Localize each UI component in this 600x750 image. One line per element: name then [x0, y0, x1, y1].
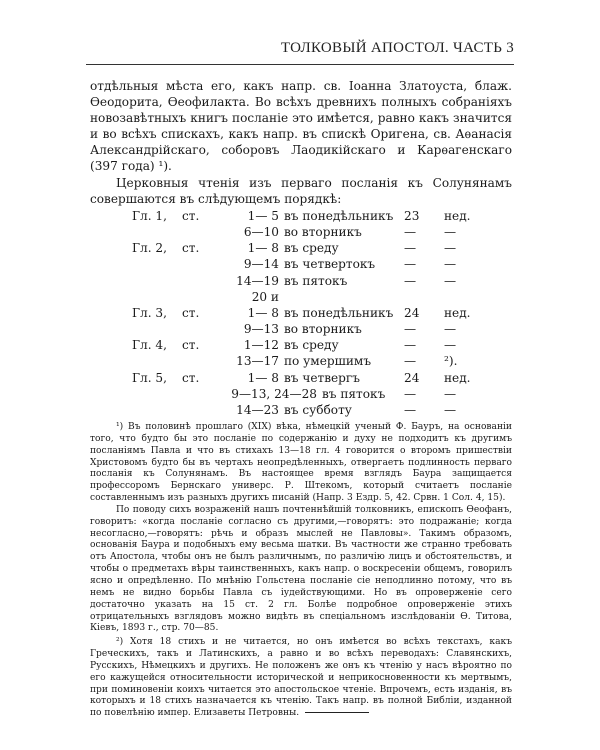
- day-cell: во вторникъ: [284, 322, 362, 337]
- st-cell: ст.: [182, 208, 200, 223]
- main-text: [90, 78, 512, 418]
- st-cell: ст.: [182, 338, 200, 353]
- verses-cell: 6—10: [243, 224, 279, 239]
- week-cell: 24: [404, 370, 420, 385]
- week-cell: —: [404, 322, 417, 337]
- day-cell: [284, 289, 404, 305]
- verses-cell: 1— 8: [247, 370, 279, 385]
- paragraph-1: отдѣльныя мѣста его, какъ напр. св. Іоанна Златоуста, блаж. Ѳеодорита, Ѳеофилакта. Во всѣхъ древнихъ полныхъ собраніяхъ новозавѣтныхъ книгъ посланіе это имѣется, равно какъ значится и во всѣхъ спискахъ, какъ напр. въ спискѣ Оригена, св. Аѳанасія Александрійскаго, соборовъ Лаодикійскаго и Карѳагенскаго (397 года) ¹).: [90, 79, 512, 174]
- footnote-1: ¹) Въ половинѣ прошлаго (XIX) вѣка, нѣмецкій ученый Ф. Бауръ, на основаніи того, что будто бы это посланіе по содержанію и духу не подходитъ къ другимъ посланіямъ Павла и что въ стихахъ 13—18 гл. 4 говорится о второмъ пришествіи Христовомъ будто бы въ чертахъ неопредѣленныхъ, отвергаетъ подлинность перваго посланія къ Солунянамъ. Въ настоящее время взглядъ Баура защищается профессоромъ Бернскаго универс. Р. Штекомъ, который считаетъ посланіе составленнымъ изъ разныхъ другихъ писаній (Напр. 3 Ездр. 5, 42. Срвн. 1 Сол. 4, 15).: [90, 422, 512, 504]
- chapter-cell: Гл. 1,: [132, 208, 167, 223]
- verses-cell: 20 и: [251, 289, 279, 304]
- verses-cell: 1—12: [243, 338, 279, 353]
- chapter-cell: [90, 402, 182, 418]
- readings-table: [90, 208, 512, 418]
- st-cell: [182, 256, 217, 272]
- chapter-cell: [90, 386, 182, 402]
- st-cell: [182, 289, 217, 305]
- st-cell: [182, 353, 217, 369]
- st-cell: [182, 402, 217, 418]
- reading-row: [90, 256, 512, 272]
- week-cell: —: [404, 338, 417, 353]
- ned-cell: —: [444, 241, 457, 256]
- week-cell: 24: [404, 305, 420, 320]
- reading-row: [90, 370, 512, 386]
- st-cell: [182, 321, 217, 337]
- chapter-cell: Гл. 3,: [132, 305, 167, 320]
- st-cell: ст.: [182, 305, 200, 320]
- ned-cell: —: [444, 257, 457, 272]
- chapter-cell: [90, 256, 182, 272]
- footnotes: [90, 422, 512, 720]
- day-cell: во вторникъ: [284, 224, 362, 239]
- verses-cell: 1— 5: [247, 208, 279, 223]
- chapter-cell: [90, 289, 182, 305]
- verses-cell: 1— 8: [247, 241, 279, 256]
- ned-cell: —: [444, 322, 457, 337]
- verses-cell: 13—17: [236, 354, 279, 369]
- ned-cell: [444, 289, 484, 305]
- st-cell: [182, 273, 217, 289]
- verses-cell: 9—14: [243, 257, 279, 272]
- footnote-2-text: ²) Хотя 18 стихъ и не читается, но онъ имѣется во всѣхъ текстахъ, какъ Греческихъ, такъ и Латинскихъ, а равно и во всѣхъ переводахъ: Славянскихъ, Русскихъ, Нѣмецкихъ и другихъ. Не положенъ же онъ къ чтенію у насъ вѣроятно по его кажущейся относительности исторической и неприкосновенности къ мертвымъ, при поминовеніи коихъ читается это апостольское чтеніе. Впрочемъ, есть изданія, въ которыхъ и 18 стихъ назначается къ чтенію. Такъ напр. въ полной Библіи, изданной по повелѣнію импер. Елизаветы Петровны.: [90, 637, 512, 719]
- day-cell: въ четвергъ: [284, 370, 360, 385]
- reading-row: [90, 224, 512, 240]
- day-cell: въ четвертокъ: [284, 257, 376, 272]
- chapter-cell: [90, 321, 182, 337]
- chapter-cell: [90, 224, 182, 240]
- verses-cell: 14—19: [236, 273, 279, 288]
- reading-row: [90, 321, 512, 337]
- week-cell: —: [404, 403, 417, 417]
- verses-cell: 9—13, 24—28: [231, 386, 317, 401]
- reading-row: [90, 273, 512, 289]
- week-cell: —: [404, 257, 417, 272]
- running-header: ТОЛКОВЫЙ АПОСТОЛ. ЧАСТЬ 3: [280, 40, 514, 56]
- verses-cell: 14—23: [236, 403, 279, 417]
- day-cell: въ понедѣльникъ: [284, 208, 394, 223]
- st-cell: ст.: [182, 370, 200, 385]
- st-cell: ст.: [182, 241, 200, 256]
- end-rule: [305, 712, 369, 713]
- reading-row: [90, 240, 512, 256]
- chapter-cell: Гл. 5,: [132, 370, 167, 385]
- reading-row: [90, 289, 512, 305]
- chapter-cell: [90, 353, 182, 369]
- ned-cell: ²).: [444, 354, 458, 369]
- week-cell: —: [404, 273, 417, 288]
- ned-cell: —: [444, 338, 457, 353]
- week-cell: [404, 289, 444, 305]
- ned-cell: —: [444, 273, 457, 288]
- week-cell: 23: [404, 208, 420, 223]
- st-cell: [182, 386, 217, 402]
- week-cell: —: [404, 241, 417, 256]
- ned-cell: —: [444, 403, 457, 417]
- ned-cell: —: [444, 386, 457, 401]
- paragraph-2: Церковныя чтенія изъ перваго посланія къ Солунянамъ совершаются въ слѣдующемъ порядкѣ:: [90, 175, 512, 206]
- day-cell: въ пятокъ: [284, 273, 348, 288]
- reading-row: [90, 402, 512, 418]
- reading-row: [90, 386, 512, 402]
- day-cell: въ среду: [284, 241, 339, 256]
- reading-row: [90, 208, 512, 224]
- header-rule: [86, 64, 514, 65]
- ned-cell: нед.: [444, 305, 471, 320]
- day-cell: по умершимъ: [284, 354, 372, 369]
- reading-row: [90, 353, 512, 369]
- ned-cell: —: [444, 224, 457, 239]
- week-cell: —: [404, 224, 417, 239]
- week-cell: —: [404, 386, 417, 401]
- week-cell: —: [404, 354, 417, 369]
- day-cell: въ понедѣльникъ: [284, 305, 394, 320]
- day-cell: въ среду: [284, 338, 339, 353]
- chapter-cell: [90, 273, 182, 289]
- ned-cell: нед.: [444, 370, 471, 385]
- verses-cell: 1— 8: [247, 305, 279, 320]
- verses-cell: 9—13: [243, 322, 279, 337]
- day-cell: въ субботу: [284, 403, 352, 417]
- footnote-1-continuation: По поводу сихъ возраженій нашъ почтеннѣйшій толковникъ, епископъ Ѳеофанъ, говоритъ: «когда посланіе согласно съ другими,—говорятъ: это подражаніе; когда несогласно,—говорятъ: рѣчь и образъ мыслей не Павловы». Такимъ образомъ, основанія Баура и подобныхъ ему весьма шатки. Въ частности же странно требовать отъ Апостола, чтобы онъ не былъ различнымъ, по различію лицъ и обстоятельствъ, и чтобы о предметахъ вѣры таинственныхъ, какъ напр. о воскресеніи общемъ, говорилъ ясно и опредѣленно. По мнѣнію Гольстена посланіе сіе неподлинно потому, что въ немъ не видно борьбы Павла съ іудействующими. Но въ опроверженіе сего достаточно указать на 15 ст. 2 гл. Болѣе подробное опроверженіе этихъ отрицательныхъ взглядовъ можно видѣть въ спеціальномъ изслѣдованіи Ѳ. Титова, Кіевъ, 1893 г., стр. 70—85.: [90, 504, 512, 634]
- ned-cell: нед.: [444, 208, 471, 223]
- footnote-2: [90, 637, 512, 720]
- day-cell: въ пятокъ: [322, 386, 386, 401]
- chapter-cell: Гл. 2,: [132, 241, 167, 256]
- chapter-cell: Гл. 4,: [132, 338, 167, 353]
- reading-row: [90, 305, 512, 321]
- st-cell: [182, 224, 217, 240]
- reading-row: [90, 337, 512, 353]
